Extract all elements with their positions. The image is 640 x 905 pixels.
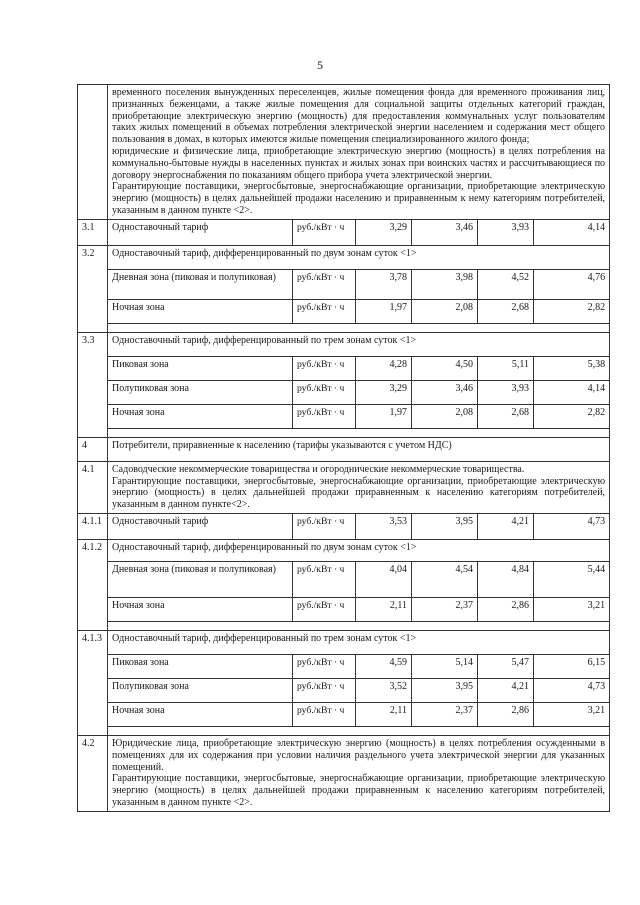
value-cell: 1,97 xyxy=(356,404,412,428)
row-label: Одноставочный тариф, дифференцированный по двум зонам суток <1> xyxy=(108,539,610,561)
row-description xyxy=(108,735,610,811)
row-label: Потребители, приравненные к населению (тарифы указываются с учетом НДС) xyxy=(108,437,610,461)
row-label: Одноставочный тариф xyxy=(108,219,293,245)
value-cell: 4,52 xyxy=(478,269,534,299)
table-row xyxy=(78,404,610,428)
intro-paragraph: юридические и физические лица, приобретающие электрическую энергию (мощность) в целях потребления на коммунально-бытовые нужды в населенных пунктах и жилых зонах при воинских частях и рассчитывающиеся по договору энергоснабжения по показаниям общего прибора учета электрической энергии. xyxy=(112,145,606,181)
row-gap xyxy=(108,428,610,437)
value-cell: 3,46 xyxy=(412,219,478,245)
value-cell: 5,11 xyxy=(478,356,534,380)
value-cell: 4,21 xyxy=(478,678,534,702)
description-paragraph: Юридические лица, приобретающие электрическую энергию (мощность) в целях потребления осужденными в помещениях для их содержания при условии наличия раздельного учета электрической энергии для указанных помещений. xyxy=(112,737,606,773)
value-cell: 3,21 xyxy=(534,597,610,621)
value-cell: 4,84 xyxy=(478,561,534,597)
intro-paragraph: временного поселения вынужденных переселенцев, жилые помещения фонда для временного проживания лиц, признанных беженцами, а также жилые помещения для социальной защиты отдельных категорий граждан, приобретающие электрическую энергию (мощность) для предоставления коммунальных услуг пользователям таких жилых помещений в объемах потребления электрической энергии населением и содержания мест общего пользования в домах, в которых имеются жилые помещения специализированного жилого фонда; xyxy=(112,87,606,146)
value-cell: 2,08 xyxy=(412,404,478,428)
table-row xyxy=(78,437,610,461)
row-label: Ночная зона xyxy=(108,299,293,323)
spacer-row xyxy=(78,621,610,630)
unit-cell: руб./кВт · ч xyxy=(293,513,356,539)
value-cell: 4,73 xyxy=(534,513,610,539)
row-number: 3.2 xyxy=(78,245,108,332)
intro-text xyxy=(108,85,610,220)
spacer-row xyxy=(78,726,610,735)
table-row xyxy=(78,630,610,654)
value-cell: 3,53 xyxy=(356,513,412,539)
unit-cell: руб./кВт · ч xyxy=(293,356,356,380)
value-cell: 3,93 xyxy=(478,219,534,245)
table-row xyxy=(78,461,610,513)
unit-cell: руб./кВт · ч xyxy=(293,561,356,597)
unit-cell: руб./кВт · ч xyxy=(293,269,356,299)
row-number: 4.1 xyxy=(78,461,108,513)
table-row xyxy=(78,299,610,323)
value-cell: 3,78 xyxy=(356,269,412,299)
value-cell: 4,76 xyxy=(534,269,610,299)
unit-cell: руб./кВт · ч xyxy=(293,702,356,726)
value-cell: 2,82 xyxy=(534,404,610,428)
row-label: Дневная зона (пиковая и полупиковая) xyxy=(108,269,293,299)
value-cell: 4,54 xyxy=(412,561,478,597)
value-cell: 4,50 xyxy=(412,356,478,380)
row-gap xyxy=(108,726,610,735)
value-cell: 3,21 xyxy=(534,702,610,726)
value-cell: 4,14 xyxy=(534,380,610,404)
unit-cell: руб./кВт · ч xyxy=(293,380,356,404)
value-cell: 2,82 xyxy=(534,299,610,323)
value-cell: 2,11 xyxy=(356,597,412,621)
row-label: Полупиковая зона xyxy=(108,380,293,404)
row-number: 4 xyxy=(78,437,108,461)
intro-row xyxy=(78,85,610,220)
value-cell: 3,95 xyxy=(412,513,478,539)
tariff-table xyxy=(77,84,610,812)
row-gap xyxy=(108,323,610,332)
spacer-row xyxy=(78,323,610,332)
row-label: Ночная зона xyxy=(108,597,293,621)
value-cell: 2,86 xyxy=(478,702,534,726)
row-number: 3.1 xyxy=(78,219,108,245)
row-number: 4.2 xyxy=(78,735,108,811)
value-cell: 3,29 xyxy=(356,219,412,245)
row-label: Пиковая зона xyxy=(108,356,293,380)
value-cell: 6,15 xyxy=(534,654,610,678)
table-row xyxy=(78,597,610,621)
row-label: Одноставочный тариф xyxy=(108,513,293,539)
unit-cell: руб./кВт · ч xyxy=(293,404,356,428)
table-row xyxy=(78,380,610,404)
table-row xyxy=(78,269,610,299)
value-cell: 2,68 xyxy=(478,299,534,323)
row-number: 4.1.1 xyxy=(78,513,108,539)
page-number: 5 xyxy=(317,58,323,72)
value-cell: 1,97 xyxy=(356,299,412,323)
value-cell: 2,68 xyxy=(478,404,534,428)
row-label: Одноставочный тариф, дифференцированный по трем зонам суток <1> xyxy=(108,630,610,654)
value-cell: 5,38 xyxy=(534,356,610,380)
value-cell: 2,86 xyxy=(478,597,534,621)
value-cell: 3,98 xyxy=(412,269,478,299)
table-row xyxy=(78,332,610,356)
table-row xyxy=(78,735,610,811)
row-label: Ночная зона xyxy=(108,702,293,726)
table-row xyxy=(78,356,610,380)
row-gap xyxy=(108,621,610,630)
description-paragraph: Гарантирующие поставщики, энергосбытовые, энергоснабжающие организации, приобретающие электрическую энергию (мощность) в целях дальнейшей продажи приравненным к населению категориям потребителей, указанным в данном пункте<2>. xyxy=(112,475,606,511)
row-description xyxy=(108,461,610,513)
row-number xyxy=(78,85,108,220)
row-label: Ночная зона xyxy=(108,404,293,428)
row-label: Дневная зона (пиковая и полупиковая) xyxy=(108,561,293,597)
table-row xyxy=(78,702,610,726)
value-cell: 5,47 xyxy=(478,654,534,678)
description-paragraph: Садоводческие некоммерческие товарищества и огороднические некоммерческие товарищества. xyxy=(112,463,525,475)
row-label: Одноставочный тариф, дифференцированный по двум зонам суток <1> xyxy=(108,245,610,269)
table-row xyxy=(78,539,610,561)
row-number: 3.3 xyxy=(78,332,108,437)
value-cell: 3,95 xyxy=(412,678,478,702)
row-label: Одноставочный тариф, дифференцированный по трем зонам суток <1> xyxy=(108,332,610,356)
table-row xyxy=(78,654,610,678)
unit-cell: руб./кВт · ч xyxy=(293,678,356,702)
value-cell: 2,37 xyxy=(412,702,478,726)
unit-cell: руб./кВт · ч xyxy=(293,299,356,323)
value-cell: 5,14 xyxy=(412,654,478,678)
value-cell: 4,28 xyxy=(356,356,412,380)
table-row xyxy=(78,513,610,539)
value-cell: 2,37 xyxy=(412,597,478,621)
unit-cell: руб./кВт · ч xyxy=(293,654,356,678)
unit-cell: руб./кВт · ч xyxy=(293,219,356,245)
intro-paragraph: Гарантирующие поставщики, энергосбытовые, энергоснабжающие организации, приобретающие электрическую энергию (мощность) в целях дальнейшей продажи населению и приравненным к нему категориям потребителей, указанным в данном пункте <2>. xyxy=(112,181,606,216)
table-row xyxy=(78,678,610,702)
value-cell: 3,93 xyxy=(478,380,534,404)
value-cell: 3,46 xyxy=(412,380,478,404)
value-cell: 4,59 xyxy=(356,654,412,678)
spacer-row xyxy=(78,428,610,437)
value-cell: 4,21 xyxy=(478,513,534,539)
unit-cell: руб./кВт · ч xyxy=(293,597,356,621)
value-cell: 4,73 xyxy=(534,678,610,702)
row-number: 4.1.2 xyxy=(78,539,108,630)
value-cell: 2,08 xyxy=(412,299,478,323)
value-cell: 4,04 xyxy=(356,561,412,597)
value-cell: 3,52 xyxy=(356,678,412,702)
table-row xyxy=(78,245,610,269)
value-cell: 2,11 xyxy=(356,702,412,726)
value-cell: 4,14 xyxy=(534,219,610,245)
table-row xyxy=(78,219,610,245)
row-label: Полупиковая зона xyxy=(108,678,293,702)
value-cell: 3,29 xyxy=(356,380,412,404)
description-paragraph: Гарантирующие поставщики, энергосбытовые, энергоснабжающие организации, приобретающие электрическую энергию (мощность) в целях дальнейшей продажи приравненным к населению категориям потребителей, указанным в данном пункте <2>. xyxy=(112,773,606,808)
table-row xyxy=(78,561,610,597)
value-cell: 5,44 xyxy=(534,561,610,597)
row-number: 4.1.3 xyxy=(78,630,108,735)
row-label: Пиковая зона xyxy=(108,654,293,678)
